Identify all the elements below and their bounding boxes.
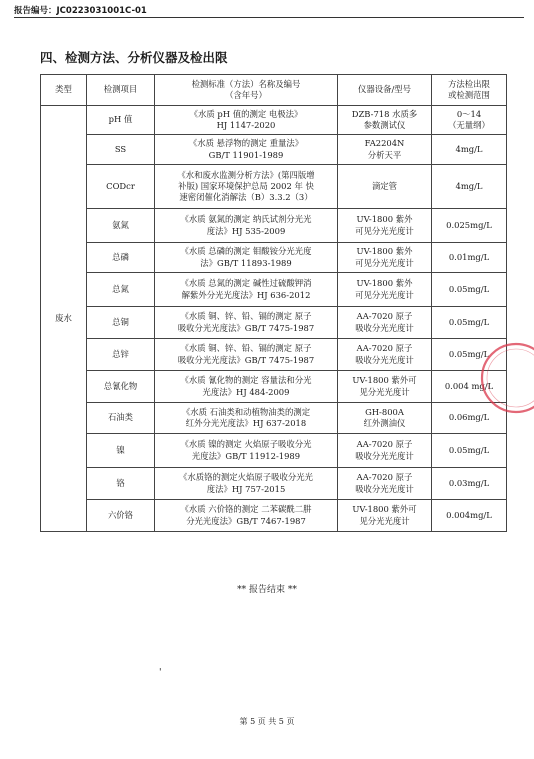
limit-cell-line: 0.05mg/L [448, 444, 490, 455]
instrument-cell [338, 339, 432, 371]
standard-cell-line: 分光光度法》GB/T 7467-1987 [186, 515, 306, 526]
table-row [41, 500, 507, 532]
instrument-cell-line: 可见分光光度计 [355, 289, 414, 300]
item-cell: CODcr [87, 165, 155, 209]
header-item: 检测项目 [87, 75, 155, 106]
standard-cell [155, 339, 338, 371]
item-cell: 铬 [87, 468, 155, 500]
instrument-cell [338, 307, 432, 339]
item-cell: SS [87, 135, 155, 165]
standard-cell [155, 500, 338, 532]
standard-cell [155, 468, 338, 500]
standard-cell [155, 434, 338, 468]
instrument-cell-line: UV-1800 紫外 [356, 278, 413, 289]
standard-cell [155, 165, 338, 209]
standard-cell-line: 吸收分光光度法》GB/T 7475-1987 [177, 322, 315, 333]
standard-cell-line: 解紫外分光光度法》HJ 636-2012 [181, 289, 311, 300]
instrument-cell-line: 吸收分光光度计 [355, 450, 414, 461]
limit-cell-line: （无量纲） [448, 120, 490, 130]
standard-cell-line: 速密闭催化消解法（B）3.3.2（3） [179, 192, 313, 203]
limit-cell-line: 0.03mg/L [448, 477, 490, 488]
table-row [41, 371, 507, 403]
limit-cell [432, 165, 507, 209]
header-standard [155, 75, 338, 106]
standard-cell-line: 《水质 石油类和动植物油类的测定 [181, 406, 311, 417]
instrument-cell-line: UV-1800 紫外可 [352, 504, 417, 515]
item-cell: pH 值 [87, 106, 155, 135]
table-row [41, 468, 507, 500]
instrument-cell [338, 403, 432, 434]
item-cell: 氨氮 [87, 209, 155, 243]
instrument-cell-line: AA-7020 原子 [356, 472, 413, 483]
methods-table [40, 74, 507, 532]
limit-cell [432, 135, 507, 165]
standard-cell-line: 度法》HJ 535-2009 [206, 225, 286, 236]
standard-cell-line: 《水质 铜、锌、铅、镉的测定 原子 [180, 343, 312, 354]
standard-cell-line: 《水质 铜、锌、铅、镉的测定 原子 [180, 311, 312, 322]
instrument-cell-line: GH-800A [365, 406, 404, 417]
table-row [41, 106, 507, 135]
instrument-cell-line: 分析天平 [367, 149, 402, 160]
table-row [41, 209, 507, 243]
instrument-cell-line: UV-1800 紫外可 [352, 375, 417, 386]
instrument-cell-line: DZB-718 水质多 [351, 108, 418, 119]
standard-cell [155, 243, 338, 273]
standard-cell-line: 《水质 氰化物的测定 容量法和分光 [180, 375, 312, 386]
instrument-cell-line: UV-1800 紫外 [356, 214, 413, 225]
table-row [41, 339, 507, 371]
item-cell: 镍 [87, 434, 155, 468]
instrument-cell-line: 参数测试仪 [363, 120, 406, 130]
item-cell: 总氰化物 [87, 371, 155, 403]
standard-cell [155, 209, 338, 243]
table-row [41, 165, 507, 209]
instrument-cell [338, 135, 432, 165]
header-divider [14, 17, 524, 18]
limit-cell-line: 0.01mg/L [448, 251, 490, 262]
limit-cell [432, 307, 507, 339]
table-row [41, 434, 507, 468]
instrument-cell-line: 可见分光光度计 [355, 225, 414, 236]
standard-cell-line: 法》GB/T 11893-1989 [200, 257, 292, 268]
header-category: 类型 [41, 75, 87, 106]
limit-cell-line: 4mg/L [455, 180, 483, 191]
instrument-cell-line: AA-7020 原子 [356, 439, 413, 450]
instrument-cell [338, 500, 432, 532]
standard-cell [155, 307, 338, 339]
limit-cell [432, 500, 507, 532]
table-row [41, 273, 507, 307]
instrument-cell [338, 371, 432, 403]
table-row [41, 135, 507, 165]
instrument-cell [338, 468, 432, 500]
limit-cell-line: 0.05mg/L [448, 316, 490, 327]
instrument-cell [338, 209, 432, 243]
limit-cell-line: 0.004 mg/L [444, 380, 494, 391]
category-cell: 废水 [41, 106, 87, 532]
limit-cell-line: 0.05mg/L [448, 348, 490, 359]
standard-cell-line: 《水质 悬浮物的测定 重量法》 [188, 138, 304, 149]
table-row [41, 403, 507, 434]
instrument-cell-line: 吸收分光光度计 [355, 354, 414, 365]
header-instrument: 仪器设备/型号 [338, 75, 432, 106]
limit-cell [432, 273, 507, 307]
standard-cell-line: 《水质 pH 值的测定 电极法》 [189, 108, 303, 119]
standard-cell [155, 403, 338, 434]
limit-cell-line: 0.05mg/L [448, 283, 490, 294]
item-cell: 总氮 [87, 273, 155, 307]
instrument-cell-line: 滴定管 [371, 180, 398, 191]
standard-cell [155, 371, 338, 403]
instrument-cell-line: 吸收分光光度计 [355, 322, 414, 333]
standard-cell-line: 红外分光光度法》HJ 637-2018 [185, 418, 307, 428]
instrument-cell [338, 273, 432, 307]
limit-cell [432, 434, 507, 468]
limit-cell [432, 468, 507, 500]
standard-cell-line: 《水质铬的测定火焰原子吸收分光光 [179, 472, 313, 483]
table-body [41, 106, 507, 532]
standard-cell-line: 《水和废水监测分析方法》(第四版增 [177, 169, 315, 180]
limit-cell-line: 4mg/L [455, 143, 483, 154]
item-cell: 石油类 [87, 403, 155, 434]
header-limit-line2: 或检测范围 [448, 90, 490, 100]
seal-ring [482, 344, 534, 412]
standard-cell [155, 273, 338, 307]
header-limit-line1: 方法检出限 [448, 78, 490, 89]
stray-mark: ' [159, 668, 162, 678]
instrument-cell [338, 165, 432, 209]
instrument-cell [338, 106, 432, 135]
standard-cell-line: 《水质 六价铬的测定 二苯碳酰二肼 [180, 504, 312, 515]
report-number: 报告编号：JC0223031001C-01 [14, 6, 147, 16]
instrument-cell-line: 可见分光光度计 [355, 257, 414, 268]
standard-cell-line: GB/T 11901-1989 [208, 149, 284, 160]
seal-inner-ring [487, 349, 534, 407]
instrument-cell-line: FA2204N [364, 138, 405, 149]
header-standard-line1: 检测标准（方法）名称及编号 [191, 78, 301, 89]
standard-cell-line: 《水质 镍的测定 火焰原子吸收分光 [180, 439, 312, 450]
instrument-cell [338, 243, 432, 273]
table-row [41, 307, 507, 339]
limit-cell-line: 0.06mg/L [448, 412, 490, 423]
instrument-cell-line: 见分光光度计 [359, 515, 410, 526]
section-title: 四、检测方法、分析仪器及检出限 [40, 50, 228, 65]
report-end-marker: ** 报告结束 ** [237, 585, 297, 595]
instrument-cell-line: 红外测油仪 [363, 418, 406, 428]
standard-cell-line: HJ 1147-2020 [216, 120, 276, 130]
limit-cell [432, 243, 507, 273]
table-header-row [41, 75, 507, 106]
instrument-cell [338, 434, 432, 468]
standard-cell [155, 106, 338, 135]
standard-cell-line: 度法》HJ 757-2015 [206, 483, 286, 494]
instrument-cell-line: AA-7020 原子 [356, 343, 413, 354]
standard-cell-line: 光度法》HJ 484-2009 [202, 386, 290, 397]
standard-cell-line: 吸收分光光度法》GB/T 7475-1987 [177, 354, 315, 365]
item-cell: 六价铬 [87, 500, 155, 532]
standard-cell-line: 《水质 总磷的测定 钼酸铵分光光度 [180, 246, 312, 257]
standard-cell-line: 《水质 总氮的测定 碱性过硫酸钾消 [180, 278, 312, 289]
instrument-cell-line: 见分光光度计 [359, 386, 410, 397]
standard-cell-line: 《水质 氨氮的测定 纳氏试剂分光光 [180, 214, 312, 225]
instrument-cell-line: 吸收分光光度计 [355, 483, 414, 494]
standard-cell [155, 135, 338, 165]
limit-cell-line: 0.004mg/L [446, 509, 492, 520]
standard-cell-line: 补版) 国家环境保护总局 2002 年 快 [178, 180, 314, 191]
company-seal-icon [476, 338, 534, 418]
table-row [41, 243, 507, 273]
limit-cell [432, 209, 507, 243]
item-cell: 总磷 [87, 243, 155, 273]
item-cell: 总铜 [87, 307, 155, 339]
instrument-cell-line: AA-7020 原子 [356, 311, 413, 322]
item-cell: 总锌 [87, 339, 155, 371]
header-limit [432, 75, 507, 106]
page-number: 第 5 页 共 5 页 [239, 717, 295, 726]
limit-cell [432, 106, 507, 135]
standard-cell-line: 光度法》GB/T 11912-1989 [191, 450, 301, 461]
header-standard-line2: （含年号） [225, 90, 267, 100]
instrument-cell-line: UV-1800 紫外 [356, 246, 413, 257]
limit-cell-line: 0～14 [456, 108, 482, 119]
limit-cell-line: 0.025mg/L [446, 219, 492, 230]
